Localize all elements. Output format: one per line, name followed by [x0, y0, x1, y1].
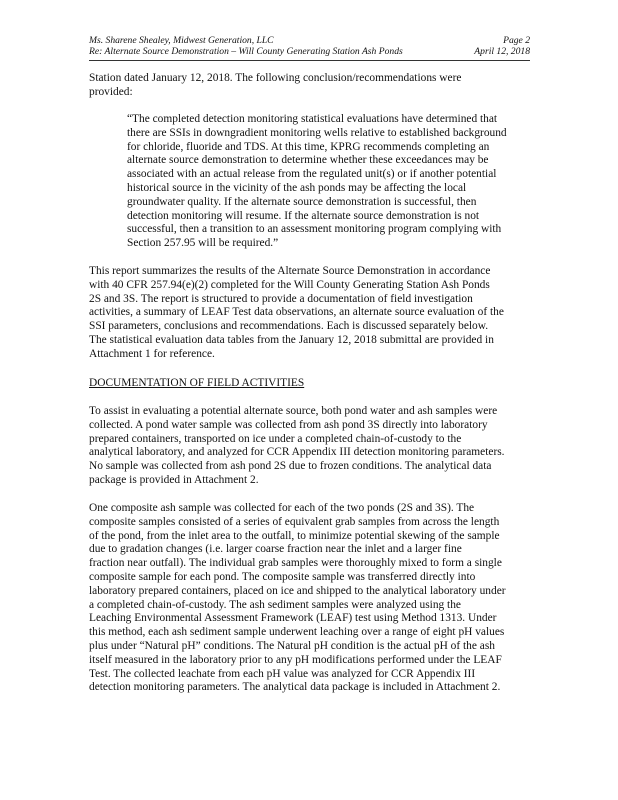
text-line: To assist in evaluating a potential alternate source, both pond water and ash samples were [89, 405, 498, 417]
text-line: Station dated January 12, 2018. The following conclusion/recommendations were [89, 72, 462, 84]
text-line: historical source in the vicinity of the ash ponds may be affecting the local [127, 181, 467, 194]
text-line: 2S and 3S. The report is structured to provide a documentation of field investigation [89, 292, 473, 305]
text-line: Test. The collected leachate from each pH value was analyzed for CCR Appendix III [89, 667, 476, 680]
text-line: a completed chain-of-custody. The ash sediment samples were analyzed using the [89, 598, 461, 611]
header-date: April 12, 2018 [474, 46, 530, 57]
text-line: provided: [89, 85, 133, 98]
text-line: prepared containers, transported on ice under a completed chain-of-custody to the [89, 432, 462, 445]
text-line: composite sample for each pond. The composite sample was transferred directly into [89, 570, 476, 583]
header-subject: Re: Alternate Source Demonstration – Will County Generating Station Ash Ponds [89, 46, 403, 57]
quoted-conclusion [127, 113, 528, 251]
text-line: “The completed detection monitoring statistical evaluations have determined that [127, 113, 498, 125]
text-line: Section 257.95 will be required.” [127, 237, 279, 250]
summary-paragraph [89, 265, 530, 362]
field-activities-paragraph-1 [89, 405, 530, 488]
text-line: laboratory prepared containers, placed on ice and shipped to the analytical laboratory under [89, 584, 506, 597]
text-line: collected. A pond water sample was collected from ash pond 3S directly into laboratory [89, 418, 488, 431]
text-line: One composite ash sample was collected for each of the two ponds (2S and 3S). The [89, 502, 475, 514]
text-line: with 40 CFR 257.94(e)(2) completed for the Will County Generating Station Ash Ponds [89, 278, 490, 291]
section-heading: DOCUMENTATION OF FIELD ACTIVITIES [89, 377, 305, 389]
text-line: This report summarizes the results of the Alternate Source Demonstration in accordance [89, 265, 491, 277]
text-line: detection monitoring parameters. The analytical data package is included in Attachment 2. [89, 681, 501, 694]
text-line: analytical laboratory, and analyzed for CCR Appendix III detection monitoring parameters. [89, 446, 505, 459]
text-line: due to gradation changes (i.e. larger coarse fraction near the inlet and a larger fine [89, 543, 462, 556]
text-line: package is provided in Attachment 2. [89, 473, 259, 486]
text-line: of the pond, from the inlet area to the outfall, to minimize potential skewing of the sample [89, 529, 500, 542]
text-line: The statistical evaluation data tables from the January 12, 2018 submittal are provided in [89, 333, 494, 346]
field-activities-paragraph-2 [89, 502, 530, 695]
text-line: for chloride, fluoride and TDS. At this time, KPRG recommends completing an [127, 140, 490, 153]
text-line: plus under “Natural pH” conditions. The Natural pH condition is the actual pH of the ash [89, 639, 495, 652]
text-line: alternate source demonstration to determine whether these exceedances may be [127, 154, 489, 167]
text-line: groundwater quality. If the alternate source demonstration is successful, then [127, 195, 477, 208]
header-left [89, 35, 403, 57]
text-line: this method, each ash sediment sample underwent leaching over a range of eight pH values [89, 626, 505, 639]
text-line: successful, then a transition to an assessment monitoring program complying with [127, 223, 502, 236]
text-line: Attachment 1 for reference. [89, 347, 215, 360]
header-page-number: Page 2 [503, 35, 530, 46]
header-right [474, 35, 530, 57]
text-line: composite samples consisted of a series of equivalent grab samples from across the length [89, 515, 500, 528]
text-line: fraction near outfall). The individual grab samples were thoroughly mixed to form a single [89, 557, 502, 570]
text-line: itself measured in the laboratory prior to any pH modifications performed under the LEAF [89, 653, 502, 666]
text-line: No sample was collected from ash pond 2S due to frozen conditions. The analytical data [89, 460, 492, 473]
text-line: there are SSIs in downgradient monitoring wells relative to established background [127, 126, 507, 139]
text-line: associated with an actual release from the regulated unit(s) or if another potential [127, 168, 497, 181]
header-addressee: Ms. Sharene Shealey, Midwest Generation, LLC [89, 35, 274, 46]
header-rule [89, 60, 530, 61]
text-line: SSI parameters, conclusions and recommendations. Each is discussed separately below. [89, 320, 489, 333]
text-line: Leaching Environmental Assessment Framework (LEAF) test using Method 1313. Under [89, 612, 497, 625]
text-line: activities, a summary of LEAF Test data observations, an alternate source evaluation of the [89, 306, 504, 319]
text-line: detection monitoring will resume. If the alternate source demonstration is not [127, 209, 480, 222]
intro-paragraph [89, 72, 530, 100]
